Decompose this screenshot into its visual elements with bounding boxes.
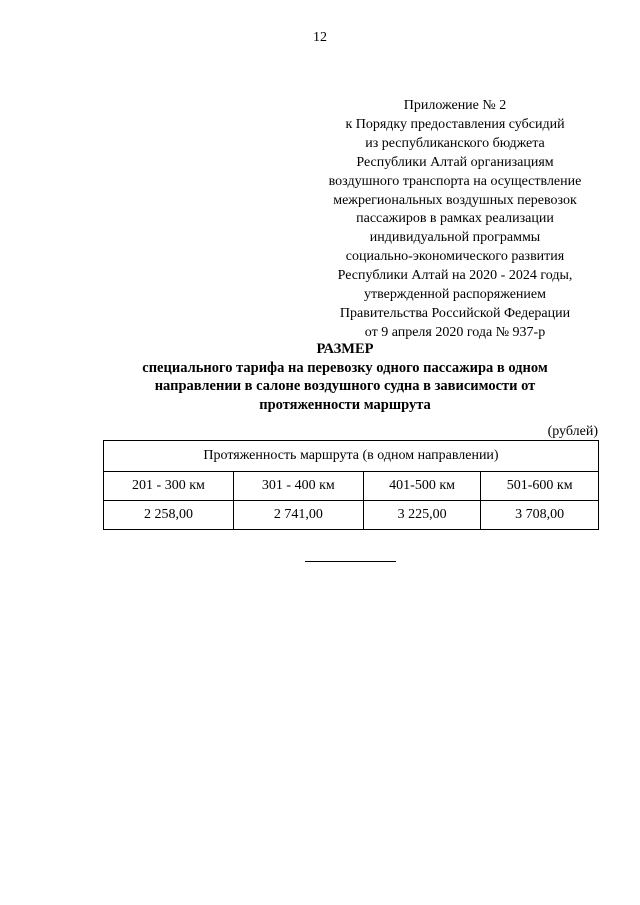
range-cell: 501-600 км	[481, 472, 599, 501]
end-divider	[305, 561, 396, 562]
table-row-values	[104, 501, 599, 530]
value-cell: 3 708,00	[481, 501, 599, 530]
subtitle-line: протяженности маршрута	[259, 396, 431, 413]
value-cell: 2 741,00	[233, 501, 363, 530]
appendix-line: Приложение № 2	[403, 98, 507, 113]
range-cell: 201 - 300 км	[104, 472, 234, 501]
appendix-block	[290, 97, 620, 343]
page-number: 12	[313, 30, 327, 45]
appendix-line: к Порядку предоставления субсидий	[345, 116, 565, 132]
appendix-line: Республики Алтай на 2020 - 2024 годы,	[337, 268, 573, 284]
appendix-line: межрегиональных воздушных перевозок	[333, 192, 577, 208]
subtitle-line: направлении в салоне воздушного судна в зависимости от	[154, 378, 536, 394]
appendix-line: от 9 апреля 2020 года № 937-р	[364, 324, 546, 340]
tariff-table	[103, 440, 599, 530]
value-cell: 2 258,00	[104, 501, 234, 530]
appendix-line: пассажиров в рамках реализации	[356, 211, 554, 227]
range-cell: 301 - 400 км	[233, 472, 363, 501]
appendix-line: Правительства Российской Федерации	[339, 305, 571, 321]
subtitle-line: специального тарифа на перевозку одного пассажира в одном	[142, 359, 548, 376]
appendix-line: из республиканского бюджета	[365, 135, 545, 151]
currency-unit: (рублей)	[547, 424, 598, 439]
document-title: РАЗМЕР	[316, 341, 374, 357]
appendix-line: индивидуальной программы	[369, 230, 541, 246]
table-header-row	[104, 441, 599, 472]
appendix-line: социально-экономического развития	[345, 249, 565, 265]
appendix-line: воздушного транспорта на осуществление	[328, 173, 582, 189]
appendix-line: Республики Алтай организациям	[356, 154, 554, 170]
document-heading	[95, 340, 595, 414]
table-header-cell: Протяженность маршрута (в одном направлении)	[104, 441, 599, 472]
value-cell: 3 225,00	[363, 501, 481, 530]
range-cell: 401-500 км	[363, 472, 481, 501]
appendix-line: утвержденной распоряжением	[364, 287, 546, 303]
table-row-ranges	[104, 472, 599, 501]
